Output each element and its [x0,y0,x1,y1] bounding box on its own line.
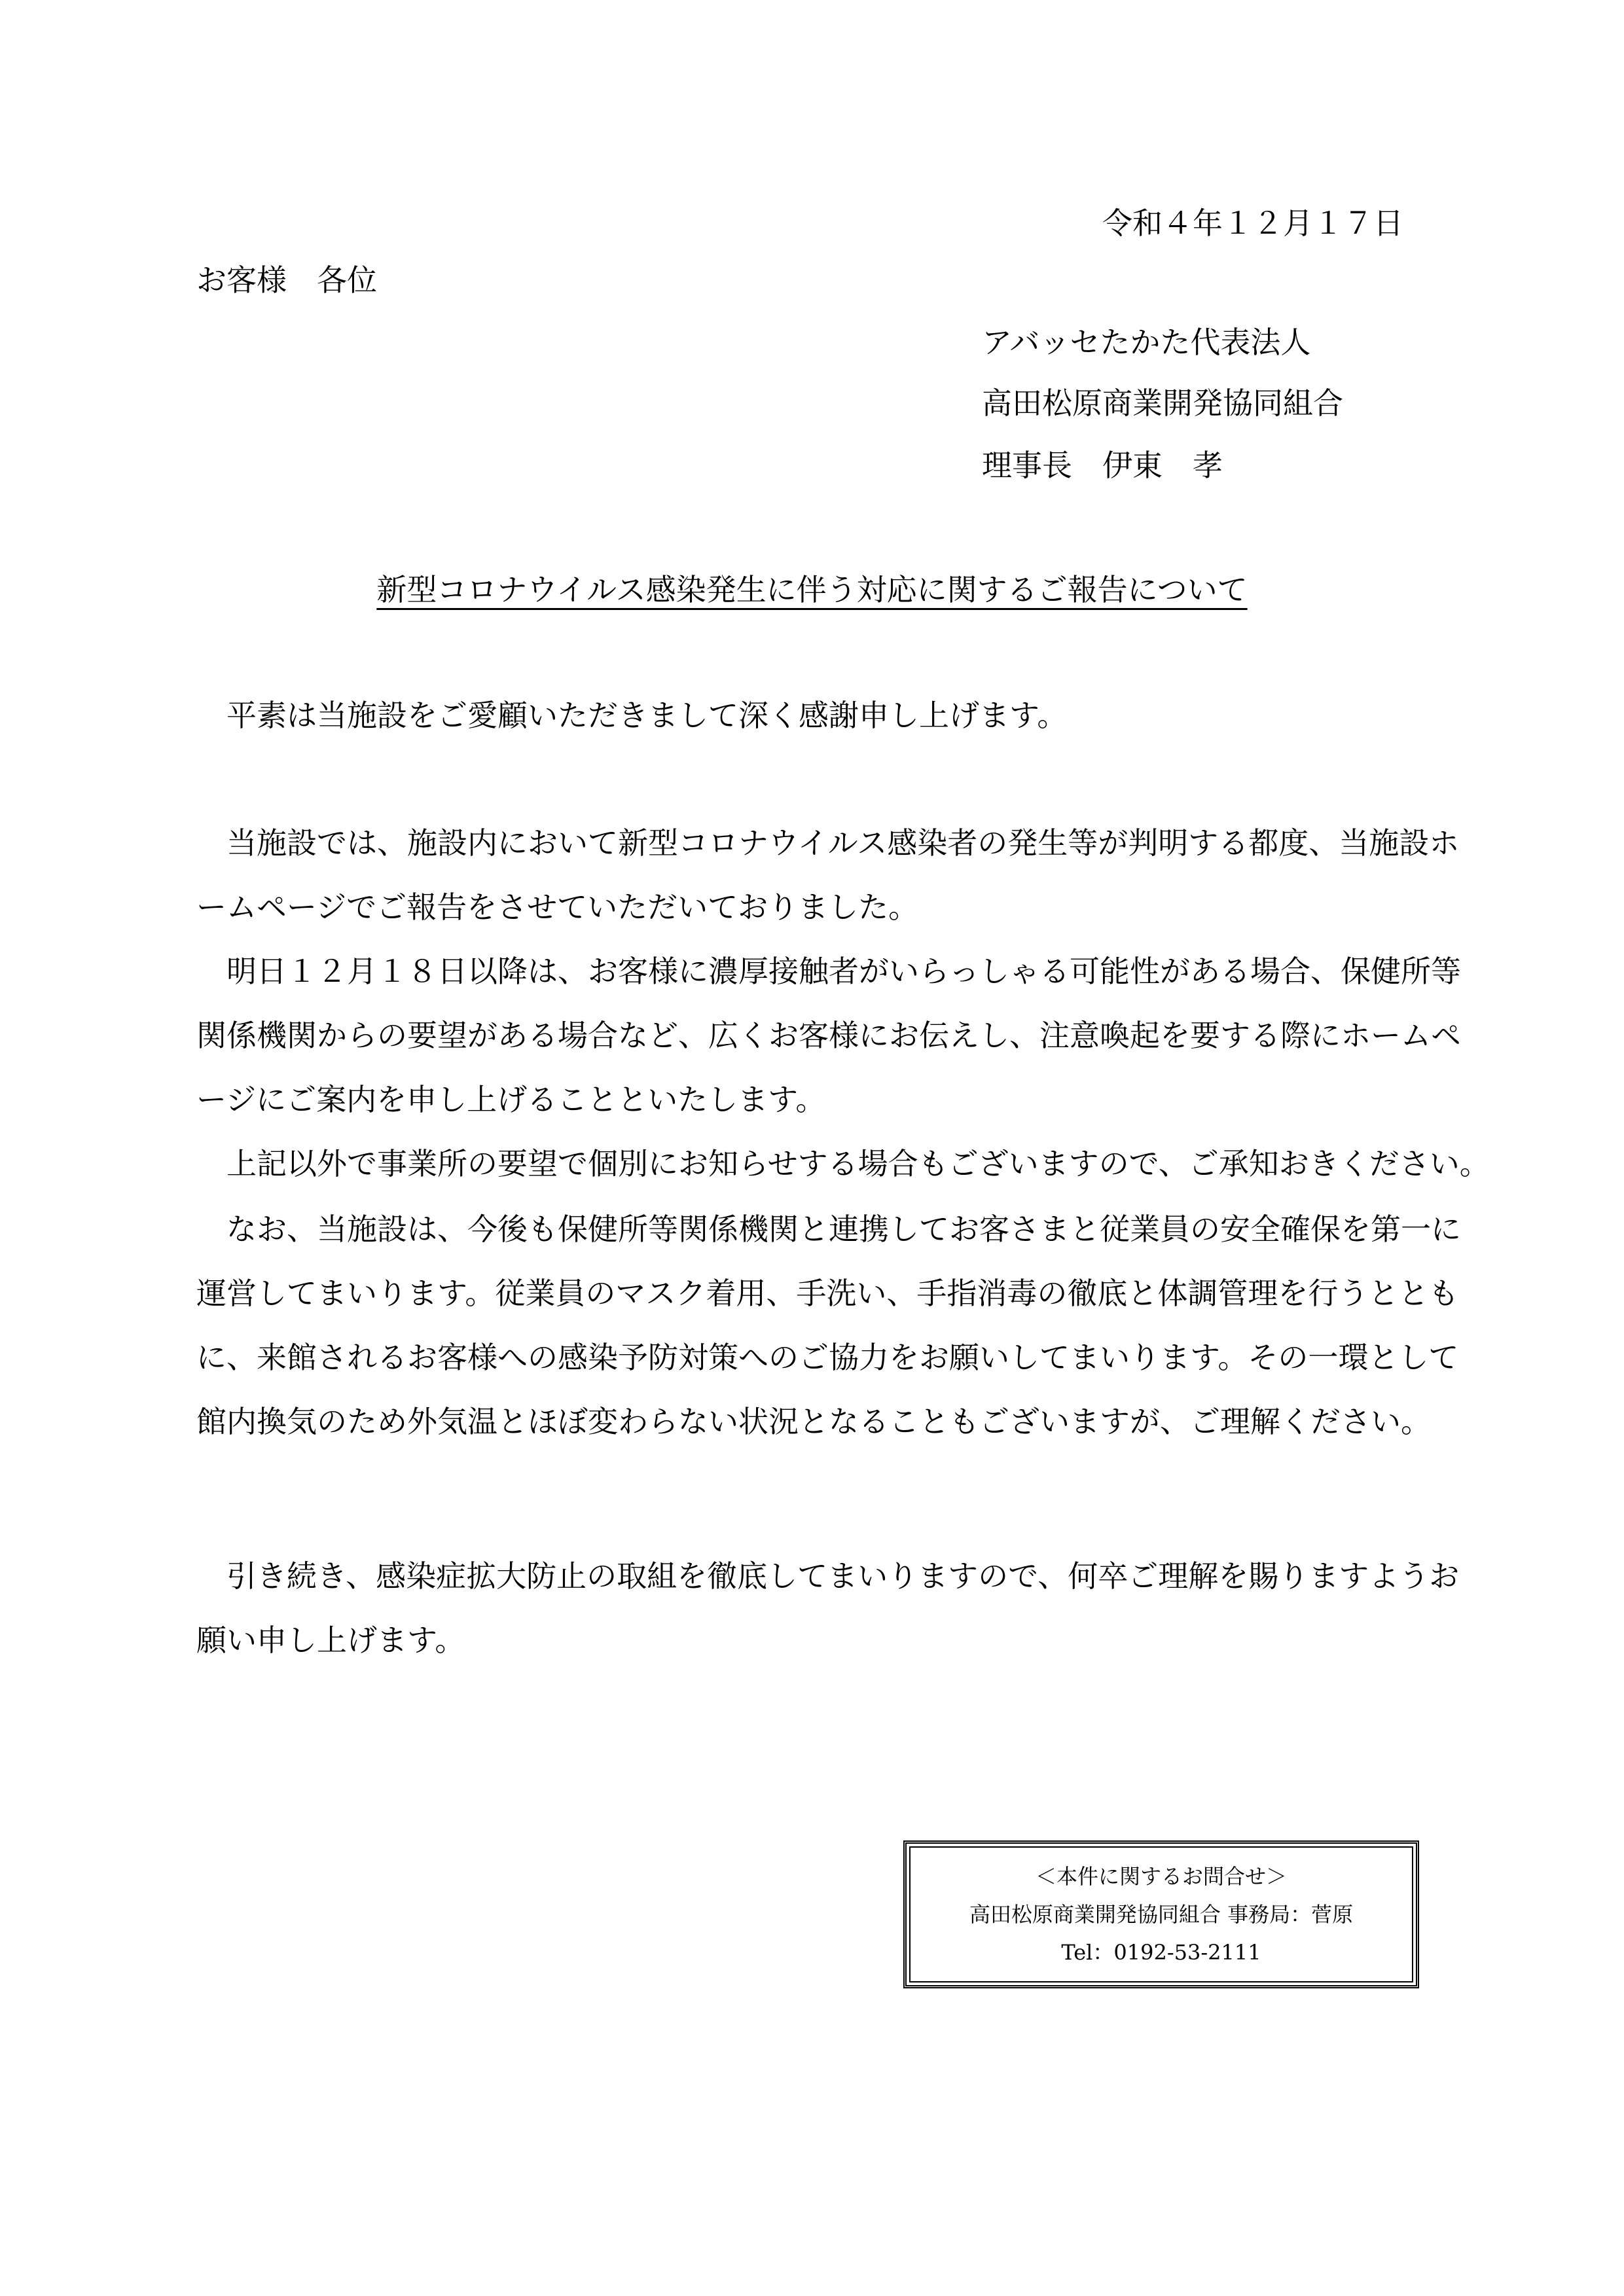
paragraph-line: ージにご案内を申し上げることといたします。 [196,1082,826,1117]
sender-chairman: 理事長 伊東 孝 [982,448,1223,483]
paragraph-line: 当施設では、施設内において新型コロナウイルス感染者の発生等が判明する都度、当施設ホ [196,825,1460,861]
paragraph-line: 運営してまいります。従業員のマスク着用、手洗い、手指消毒の徹底と体調管理を行うととも [196,1276,1459,1311]
sender-organization: アバッセたかた代表法人 [982,325,1311,360]
paragraph-greeting [196,700,1440,764]
paragraph-closing [196,1558,1460,1689]
addressee: お客様 各位 [196,262,377,298]
paragraph-line: なお、当施設は、今後も保健所等関係機関と連携してお客さまと従業員の安全確保を第一に [196,1211,1461,1247]
paragraph-line: 引き続き、感染症拡大防止の取組を徹底してまいりますので、何卒ご理解を賜りますようお [196,1558,1460,1594]
paragraph-reporting-policy [196,825,1490,1213]
paragraph-line: 関係機関からの要望がある場合など、広くお客様にお伝えし、注意喚起を要する際にホームペ [196,1018,1461,1053]
contact-box [903,1840,1419,1988]
paragraph-line: 館内換気のため外気温とほぼ変わらない状況となることもございますが、ご理解ください。 [196,1404,1431,1439]
document-date: 令和４年１２月１７日 [1102,206,1403,241]
paragraph-line: に、来館されるお客様への感染予防対策へのご協力をお願いしてまいります。その一環として [196,1340,1459,1375]
sender-cooperative: 高田松原商業開発協同組合 [982,386,1343,421]
contact-organization: 高田松原商業開発協同組合 事務局：菅原 [969,1902,1354,1927]
paragraph-line: 上記以外で事業所の要望で個別にお知らせする場合もございますので、ご承知おきください。 [196,1146,1490,1181]
paragraph-line: ームページでご報告をさせていただいておりました。 [196,889,919,925]
paragraph-line: 願い申し上げます。 [196,1623,465,1658]
document-title-container [0,572,1624,607]
contact-heading: ＜本件に関するお問合せ＞ [1035,1864,1287,1889]
paragraph-line: 平素は当施設をご愛顧いただきまして深く感謝申し上げます。 [196,698,1068,733]
contact-phone: Tel：0192-53-2111 [1061,1940,1261,1965]
paragraph-line: 明日１２月１８日以降は、お客様に濃厚接触者がいらっしゃる可能性がある場合、保健所等 [196,954,1461,989]
paragraph-safety-measures [196,1211,1461,1471]
contact-box-inner [909,1846,1413,1982]
document-title: 新型コロナウイルス感染発生に伴う対応に関するご報告について [376,572,1248,607]
